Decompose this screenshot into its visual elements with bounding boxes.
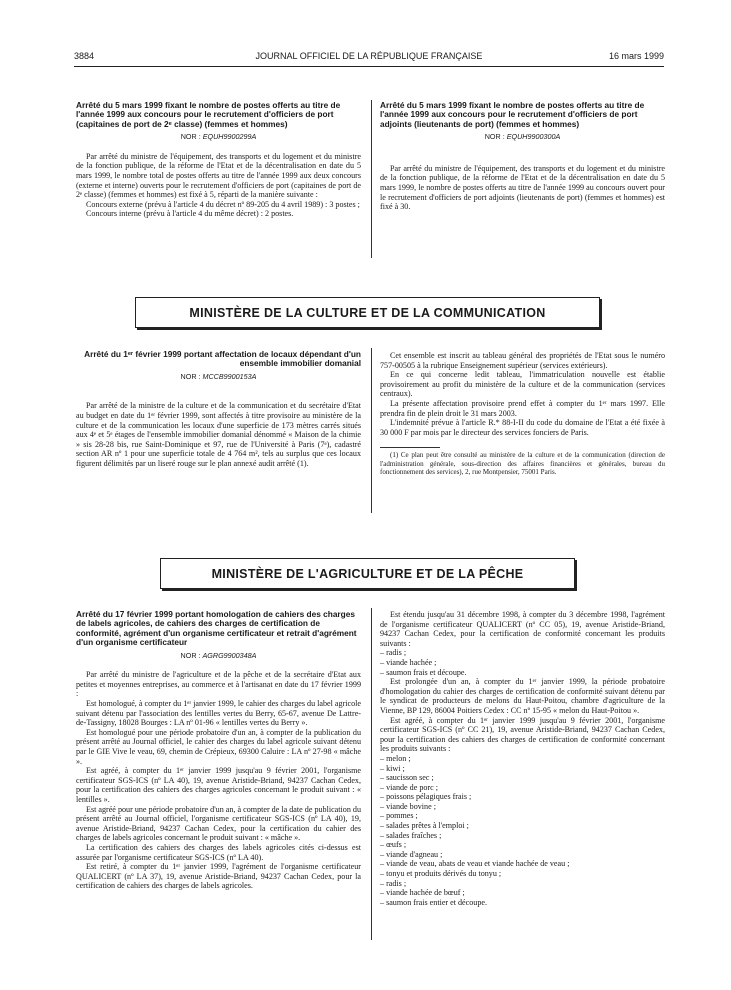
list-item: – poissons pélagiques frais ; — [380, 792, 472, 802]
paragraph: L'indemnité prévue à l'article R.* 88-I-II du code du domaine de l'Etat a été fixée à 30 000 F par mois par le directeur des services fonciers de Paris. — [380, 418, 665, 437]
paragraph: La certification des cahiers des charges des labels agricoles cités ci-dessus est assurée par l'organisme certificateur SGS-ICS (nº LA 40). — [76, 842, 361, 862]
list-item: – melon ; — [380, 753, 411, 763]
list-item: – radis ; — [380, 878, 407, 888]
ministry-agriculture-label: MINISTÈRE DE L'AGRICULTURE ET DE LA PÊCHE — [211, 566, 524, 581]
arrete-homologation-column — [76, 610, 361, 891]
nor-code: EQUH9900299A — [202, 132, 257, 142]
paragraph: Par arrêté de la ministre de la culture et de la communication et du secrétaire d'Etat au budget en date du 1ᵉʳ février 1999, sont affectés à titre provisoire au ministère de la culture et de la communication les locaux d'une superficie de 173 mètres carrés situés aux 4ᵉ et 5ᵉ étages de l'ensemble immobilier domanial dénommé « Maison de la chimie » sis 28-28 bis, rue Saint-Dominique et 97, rue de l'Université à Paris (7ᵉ), cadastré section AR nº 1 pour une superficie totale de 4 764 m², tels au surplus que ces locaux figurent délimités par un liseré rouge sur le plan annexé audit arrêté (1). — [76, 401, 361, 468]
arrete-lieutenants-title: Arrêté du 5 mars 1999 fixant le nombre de postes offerts au titre de l'année 1999 aux concours pour le recrutement d'officiers de port adjoints (lieutenants de port) (femmes et hommes) — [380, 100, 645, 129]
ministry-culture-label: MINISTÈRE DE LA CULTURE ET DE LA COMMUNICATION — [189, 305, 546, 320]
arrete-affectation-title: Arrêté du 1ᵉʳ février 1999 portant affectation de locaux dépendant d'un ensemble immobilier domanial — [84, 349, 361, 369]
paragraph: Est homologué pour une période probatoire d'un an, à compter de la publication du présent arrêté au Journal officiel, le cahier des charges du label agricole suivant détenu par le GIE Vive le veau, 69, chemin de Crépieux, 69300 Caluire : LA nº 27-98 « mâche ». — [76, 727, 361, 766]
arrete-homologation-nor — [76, 651, 361, 661]
ministry-culture-heading — [135, 297, 600, 328]
list-item: – viande bovine ; — [380, 801, 436, 811]
paragraph: Est agréé pour une période probatoire d'un an, à compter de la date de publication du présent arrêté au Journal officiel, l'organisme certificateur SGS-ICS (nº LA 40), 19, avenue Aristide-Briand, 94237 Cachan Cedex, pour la certification du cahier des charges de labels agricoles concernant le produit suivant : « mâche ». — [76, 804, 361, 843]
paragraph: Concours externe (prévu à l'article 4 du décret nº 89-205 du 4 avril 1989) : 3 postes ; — [86, 199, 360, 209]
arrete-affectation-nor — [76, 372, 361, 382]
paragraph: Par arrêté du ministre de l'agriculture et de la pêche et de la secrétaire d'Etat aux petites et moyennes entreprises, au commerce et à l'artisanat en date du 17 février 1999 : — [76, 670, 361, 699]
list-item: – salades fraîches ; — [380, 830, 442, 840]
issue-date: 16 mars 1999 — [608, 51, 664, 61]
nor-label: NOR : — [180, 650, 201, 660]
arrete-homologation-title: Arrêté du 17 février 1999 portant homologation de cahiers des charges de labels agricoles, de cahiers des charges de certification de conformité, agrément d'un organisme certificateur et retrait d'agrément d'un organisme certificateur — [76, 609, 357, 648]
product-list-a — [380, 648, 665, 677]
list-item: – pommes ; — [380, 811, 418, 821]
list-item: – viande hachée de bœuf ; — [380, 888, 465, 898]
homologation-continued-column — [380, 610, 665, 907]
paragraph: La présente affectation provisoire prend effet à compter du 1ᵉʳ mars 1997. Elle prendra fin de plein droit le 31 mars 2003. — [380, 398, 665, 418]
nor-label: NOR : — [180, 371, 201, 381]
affectation-continued-column — [380, 351, 665, 476]
footnote: (1) Ce plan peut être consulté au ministère de la culture et de la communication (direction de l'administration générale, sous-direction des affaires financières et générales, bureau du fonctionnement des services), 2, rue Montpensier, 75001 Paris. — [380, 451, 665, 476]
arrete-capitaines-title: Arrêté du 5 mars 1999 fixant le nombre de postes offerts au titre de l'année 1999 aux concours pour le recrutement d'officiers de port (capitaines de port de 2ᵉ classe) (femmes et hommes) — [76, 100, 341, 129]
product-list-c — [380, 754, 665, 908]
arrete-capitaines-nor — [76, 132, 361, 142]
column-divider — [371, 348, 372, 513]
list-item: – radis ; — [380, 648, 407, 658]
nor-label: NOR : — [484, 132, 505, 142]
list-item: – saucisson sec ; — [380, 773, 434, 783]
running-header — [74, 51, 664, 65]
column-divider — [371, 608, 372, 940]
list-item: – salades prêtes à l'emploi ; — [380, 821, 469, 831]
paragraph: Par arrêté du ministre de l'équipement, des transports et du logement et du ministre de la fonction publique, de la réforme de l'Etat et de la décentralisation en date du 5 mars 1999, le nombre total de postes offerts au titre de l'année 1999 aux deux concours (externe et interne) ouverts pour le recrutement d'officiers de port (capitaines de port de 2ᵉ classe) (femmes et hommes) est fixé à 5, réparti de la manière suivante : — [76, 151, 361, 200]
page-number: 3884 — [74, 51, 95, 61]
list-item: – œufs ; — [380, 840, 407, 850]
list-item: – saumon frais entier et découpe. — [380, 897, 487, 907]
paragraph: Cet ensemble est inscrit au tableau général des propriétés de l'Etat sous le numéro 757-00505 à la rubrique Enseignement supérieur (services extérieurs). — [380, 351, 665, 370]
list-item: – saumon frais et découpe. — [380, 667, 467, 677]
arrete-lieutenants-nor — [380, 132, 665, 142]
list-item: – viande de porc ; — [380, 782, 438, 792]
journal-title: JOURNAL OFFICIEL DE LA RÉPUBLIQUE FRANÇAISE — [255, 51, 483, 61]
list-item: – kiwi ; — [380, 763, 405, 773]
paragraph: Est prolongée d'un an, à compter du 1ᵉʳ janvier 1999, la période probatoire d'homologation du cahier des charges de certification de conformité suivant détenu par le syndicat de producteurs de melons du Haut-Poitou, chambre d'agriculture de la Vienne, BP 129, 86004 Poitiers Cedex : CC nº 15-95 « melon du Haut-Poitou ». — [380, 677, 665, 715]
list-item: – viande d'agneau ; — [380, 849, 443, 859]
nor-label: NOR : — [180, 132, 201, 142]
paragraph: Est retiré, à compter du 1ᵉʳ janvier 1999, l'agrément de l'organisme certificateur QUALICERT (nº LA 37), 19, avenue Aristide-Briand, 94237 Cachan Cedex, pour la certification de cahiers des charges de labels agricoles. — [76, 862, 361, 891]
paragraph: En ce qui concerne ledit tableau, l'immatriculation nouvelle est établie provisoirement au profit du ministère de la culture et de la communication (services centraux). — [380, 370, 665, 399]
column-divider — [371, 100, 372, 258]
paragraph: Concours interne (prévu à l'article 4 du même décret) : 2 postes. — [86, 209, 294, 219]
paragraph: Est agréé, à compter du 1ᵉʳ janvier 1999 jusqu'au 9 février 2001, l'organisme certificateur SGS-ICS (nº LA 40), 19, avenue Aristide-Briand, 94237 Cachan Cedex, pour la certification des cahiers des charges agricoles concernant le produit suivant : « lentilles ». — [76, 766, 361, 804]
paragraph: Est homologué, à compter du 1ᵉʳ janvier 1999, le cahier des charges du label agricole suivant détenu par l'association des lentilles vertes du Berry, 65-67, avenue De Lattre-de-Tassigny, 18028 Bourges : LA nº 01-96 « lentilles vertes du Berry ». — [76, 699, 361, 728]
nor-code: EQUH9900300A — [506, 132, 561, 142]
arrete-capitaines-column — [76, 101, 361, 219]
paragraph: Est étendu jusqu'au 31 décembre 1998, à compter du 3 décembre 1998, l'agrément de l'organisme certificateur QUALICERT (nº CC 05), 19, avenue Aristide-Briand, 94237 Cachan Cedex, pour la certification de conformité concernant les produits suivants : — [380, 610, 665, 648]
nor-code: AGRG9900348A — [202, 650, 257, 660]
arrete-lieutenants-column — [380, 101, 665, 212]
header-rule — [74, 66, 664, 67]
nor-code: MCCB9900153A — [202, 371, 257, 381]
list-item: – tonyu et produits dérivés du tonyu ; — [380, 869, 502, 879]
paragraph: Est agréé, à compter du 1ᵉʳ janvier 1999 jusqu'au 9 février 2001, l'organisme certificateur SGS-ICS (nº CC 21), 19, avenue Aristide-Briand, 94237 Cachan Cedex, pour la certification des cahiers des charges de certification de conformité concernant les produits suivants : — [380, 715, 665, 754]
list-item: – viande hachée ; — [380, 657, 437, 667]
paragraph: Par arrêté du ministre de l'équipement, des transports et du logement et du ministre de la fonction publique, de la réforme de l'Etat et de la décentralisation en date du 5 mars 1999, le nombre de postes offerts au titre de l'année 1999 au concours ouvert pour le recrutement d'officiers de port adjoints (lieutenants de port) (femmes et hommes) est fixé à 30. — [380, 163, 665, 212]
ministry-agriculture-heading — [160, 558, 575, 589]
footnote-rule — [380, 447, 440, 448]
arrete-affectation-column — [76, 350, 361, 469]
list-item: – viande de veau, abats de veau et viande hachée de veau ; — [380, 859, 570, 869]
